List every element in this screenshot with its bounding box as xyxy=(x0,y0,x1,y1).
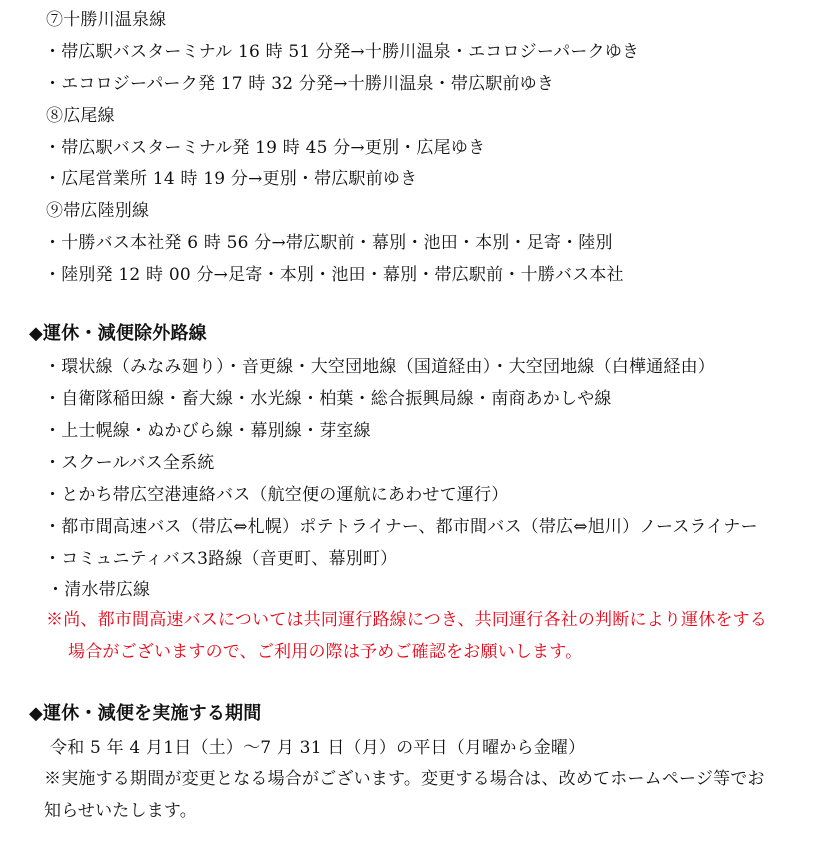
excluded-routes-heading: ◆運休・減便除外路線 xyxy=(29,323,207,344)
route-8-item: ・帯広駅バスターミナル発 19 時 45 分→更別・広尾ゆき xyxy=(44,138,486,158)
express-bus-note: ※尚、都市間高速バスについては共同運行路線につき、共同運行各社の判断により運休をする xyxy=(46,610,768,630)
excluded-route-item: ・清水帯広線 xyxy=(47,580,151,600)
route-7-title: ⑦十勝川温泉線 xyxy=(46,10,167,30)
excluded-route-item: ・とかち帯広空港連絡バス（航空便の運航にあわせて運行） xyxy=(44,485,509,505)
excluded-route-item: ・コミュニティバス3路線（音更町、幕別町） xyxy=(44,549,398,569)
excluded-route-item: ・都市間高速バス（帯広⇔札幌）ポテトライナー、都市間バス（帯広⇔旭川）ノースライナー xyxy=(44,517,758,537)
route-7-item: ・帯広駅バスターミナル 16 時 51 分発→十勝川温泉・エコロジーパークゆき xyxy=(44,42,640,62)
route-9-item: ・陸別発 12 時 00 分→足寄・本別・池田・幕別・帯広駅前・十勝バス本社 xyxy=(44,265,624,285)
route-8-title: ⑧広尾線 xyxy=(46,106,115,126)
period-change-note: ※実施する期間が変更となる場合がございます。変更する場合は、改めてホームページ等でお xyxy=(44,769,765,789)
period-heading: ◆運休・減便を実施する期間 xyxy=(29,703,262,724)
route-9-item: ・十勝バス本社発 6 時 56 分→帯広駅前・幕別・池田・本別・足寄・陸別 xyxy=(44,233,613,253)
excluded-route-item: ・自衛隊稲田線・畜大線・水光線・柏葉・総合振興局線・南商あかしや線 xyxy=(44,389,612,409)
excluded-route-item: ・上士幌線・ぬかびら線・幕別線・芽室線 xyxy=(44,421,371,441)
period-dates: 令和 5 年 4 月1日（土）～7 月 31 日（月）の平日（月曜から金曜） xyxy=(50,738,586,758)
period-change-note-continued: 知らせいたします。 xyxy=(44,801,197,821)
route-8-item: ・広尾営業所 14 時 19 分→更別・帯広駅前ゆき xyxy=(44,169,418,189)
route-9-title: ⑨帯広陸別線 xyxy=(46,201,150,221)
route-7-item: ・エコロジーパーク発 17 時 32 分発→十勝川温泉・帯広駅前ゆき xyxy=(44,74,555,94)
excluded-route-item: ・スクールバス全系統 xyxy=(44,453,215,473)
express-bus-note-continued: 場合がございますので、ご利用の際は予めご確認をお願いします。 xyxy=(68,642,583,662)
excluded-route-item: ・環状線（みなみ廻り）・音更線・大空団地線（国道経由）・大空団地線（白樺通経由） xyxy=(44,357,715,377)
